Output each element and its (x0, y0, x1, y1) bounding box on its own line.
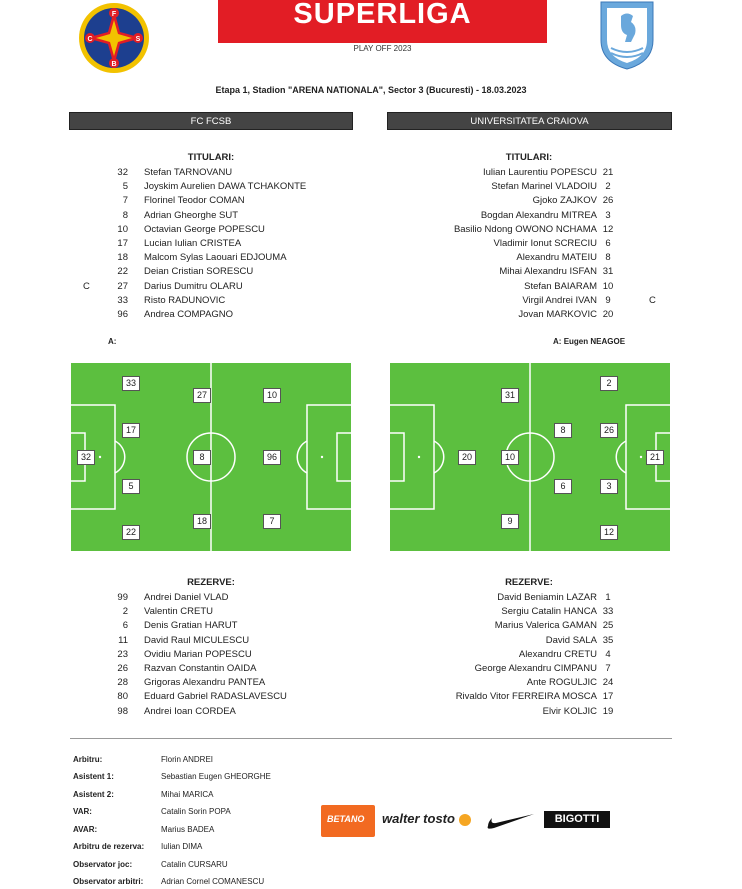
list-item (0, 591, 680, 605)
player-number: 9 (605, 294, 611, 306)
official-name: Mihai MARICA (161, 790, 214, 799)
away-team-bar: UNIVERSITATEA CRAIOVA (387, 112, 672, 130)
player-name: Stefan BAIARAM (524, 280, 597, 292)
player-name: David Raul MICULESCU (144, 634, 250, 646)
formation-player: 32 (77, 450, 95, 465)
player-number: 8 (605, 252, 611, 264)
walter-tosto-logo (382, 811, 471, 826)
player-number: 98 (117, 705, 128, 717)
player-name: Valentin CRETU (144, 606, 213, 618)
official-label: Observator joc: (73, 860, 133, 869)
player-number: 28 (117, 677, 128, 689)
player-name: Ovidiu Marian POPESCU (144, 648, 252, 660)
player-number: 3 (605, 209, 611, 221)
formation-player: 10 (501, 450, 519, 465)
list-item (0, 308, 680, 322)
player-number: 25 (602, 620, 614, 632)
logo-letter-s: S (135, 36, 141, 43)
formation-player: 26 (600, 423, 618, 438)
player-number: 80 (117, 691, 128, 703)
home-coach (108, 337, 116, 346)
coach-label: A: (553, 337, 562, 346)
logo-letter-b: B (111, 61, 117, 68)
list-item (0, 634, 680, 648)
player-name: Grigoras Alexandru PANTEA (144, 677, 266, 689)
captain-marker: C (649, 294, 656, 306)
player-number: 23 (117, 648, 128, 660)
craiova-logo (597, 0, 657, 70)
player-name: Razvan Constantin OAIDA (144, 662, 257, 674)
away-formation-pitch (388, 361, 672, 553)
player-name: Adrian Gheorghe SUT (144, 209, 238, 221)
player-name: Lucian Iulian CRISTEA (144, 237, 242, 249)
player-number: 26 (602, 195, 614, 207)
formation-player: 18 (193, 514, 211, 529)
player-name: George Alexandru CIMPANU (474, 662, 597, 674)
official-label: VAR: (73, 807, 92, 816)
formation-player: 2 (600, 376, 618, 391)
match-info: Etapa 1, Stadion "ARENA NATIONALA", Sector 3 (Bucuresti) - 18.03.2023 (215, 85, 527, 95)
divider (70, 738, 672, 739)
official-label: Arbitru: (73, 755, 103, 764)
formation-player: 6 (554, 479, 572, 494)
official-label: Arbitru de rezerva: (73, 842, 145, 851)
player-name: Andrea COMPAGNO (144, 308, 234, 320)
player-name: Bogdan Alexandru MITREA (480, 209, 597, 221)
player-name: Andrei Daniel VLAD (144, 592, 229, 603)
player-name: Iulian Laurentiu POPESCU (482, 167, 597, 178)
player-name: Alexandru CRETU (518, 648, 597, 660)
player-number: 17 (117, 237, 128, 249)
player-number: 12 (602, 223, 614, 235)
formation-player: 33 (122, 376, 140, 391)
player-number: 35 (602, 634, 614, 646)
player-number: 17 (602, 691, 614, 703)
orange-dot-icon (459, 814, 471, 826)
home-team-bar: FC FCSB (69, 112, 353, 130)
player-number: 10 (602, 280, 614, 292)
formation-player: 5 (122, 479, 140, 494)
player-name: Basilio Ndong OWONO NCHAMA (453, 223, 597, 235)
player-name: Alexandru MATEIU (516, 252, 597, 264)
player-number: 27 (117, 280, 128, 292)
player-name: Rivaldo Vitor FERREIRA MOSCA (455, 691, 597, 703)
player-number: 21 (602, 167, 614, 178)
captain-marker: C (83, 280, 90, 292)
player-number: 1 (605, 592, 611, 603)
official-name: Catalin Sorin POPA (161, 807, 231, 816)
formation-player: 8 (193, 450, 211, 465)
player-name: Joyskim Aurelien DAWA TCHAKONTE (144, 181, 307, 193)
player-name: Vladimir Ionut SCRECIU (493, 237, 597, 249)
list-item (0, 705, 680, 719)
formation-player: 10 (263, 388, 281, 403)
player-name: Elvir KOLJIC (542, 705, 597, 717)
away-starters-list (0, 166, 680, 322)
betano-text: BETANO (327, 814, 365, 824)
list-item (0, 194, 680, 208)
player-name: David Beniamin LAZAR (497, 592, 597, 603)
player-name: Virgil Andrei IVAN (522, 294, 597, 306)
player-name: Deian Cristian SORESCU (144, 266, 254, 278)
player-number: 5 (122, 181, 128, 193)
bigotti-logo (544, 811, 610, 828)
player-number: 18 (117, 252, 128, 264)
player-number: 33 (117, 294, 128, 306)
player-name: Stefan TARNOVANU (144, 167, 233, 178)
logo-letter-c: C (87, 36, 93, 43)
player-number: 2 (122, 606, 128, 618)
formation-player: 9 (501, 514, 519, 529)
official-name: Marius BADEA (161, 825, 215, 834)
logo-letter-f: F (111, 11, 117, 18)
list-item (0, 180, 680, 194)
player-number: 7 (605, 662, 611, 674)
official-name: Adrian Cornel COMANESCU (161, 877, 265, 886)
player-name: Marius Valerica GAMAN (494, 620, 597, 632)
player-name: Florinel Teodor COMAN (144, 195, 245, 207)
formation-player: 22 (122, 525, 140, 540)
player-name: Ante ROGULJIC (526, 677, 597, 689)
away-starters-title: TITULARI: (505, 152, 553, 163)
official-label: AVAR: (73, 825, 98, 834)
list-item (0, 690, 680, 704)
player-name: Risto RADUNOVIC (144, 294, 226, 306)
official-name: Catalin CURSARU (161, 860, 228, 869)
formation-player: 3 (600, 479, 618, 494)
official-label: Asistent 1: (73, 772, 114, 781)
player-name: Sergiu Catalin HANCA (501, 606, 597, 618)
player-name: David SALA (545, 634, 597, 646)
player-number: 6 (122, 620, 128, 632)
list-item (0, 280, 680, 294)
list-item (0, 619, 680, 633)
official-name: Florin ANDREI (161, 755, 214, 764)
competition-subtitle: PLAY OFF 2023 (353, 44, 412, 53)
list-item (0, 237, 680, 251)
official-label: Observator arbitri: (73, 877, 144, 886)
formation-player: 12 (600, 525, 618, 540)
list-item (0, 251, 680, 265)
away-subs-list (0, 591, 680, 719)
formation-player: 27 (193, 388, 211, 403)
formation-player: 31 (501, 388, 519, 403)
fcsb-logo (78, 2, 150, 74)
superliga-banner: SUPERLIGA (218, 0, 547, 43)
formation-player: 20 (458, 450, 476, 465)
nike-swoosh-icon (486, 808, 536, 833)
away-coach (553, 337, 625, 346)
formation-player: 96 (263, 450, 281, 465)
player-name: Malcom Sylas Laouari EDJOUMA (144, 252, 287, 264)
player-number: 26 (117, 662, 128, 674)
official-label: Asistent 2: (73, 790, 114, 799)
coach-label: A: (108, 337, 117, 346)
player-number: 10 (117, 223, 128, 235)
betano-logo (321, 805, 375, 837)
player-number: 31 (602, 266, 614, 278)
player-number: 19 (602, 705, 614, 717)
player-number: 22 (117, 266, 128, 278)
player-number: 20 (602, 308, 614, 320)
bigotti-text: BIGOTTI (554, 813, 600, 825)
player-number: 2 (605, 181, 611, 193)
player-number: 8 (122, 209, 128, 221)
player-number: 99 (117, 592, 128, 603)
player-number: 96 (117, 308, 128, 320)
list-item (0, 605, 680, 619)
home-starters-title: TITULARI: (187, 152, 235, 163)
player-name: Andrei Ioan CORDEA (144, 705, 236, 717)
home-formation-pitch (69, 361, 353, 553)
coach-name: Eugen NEAGOE (563, 337, 626, 346)
formation-player: 17 (122, 423, 140, 438)
list-item (0, 662, 680, 676)
player-number: 24 (602, 677, 614, 689)
formation-player: 8 (554, 423, 572, 438)
list-item (0, 676, 680, 690)
list-item (0, 166, 680, 180)
player-number: 6 (605, 237, 611, 249)
list-item (0, 265, 680, 279)
player-number: 7 (122, 195, 128, 207)
player-number: 33 (602, 606, 614, 618)
player-name: Darius Dumitru OLARU (144, 280, 243, 292)
player-name: Gjoko ZAJKOV (532, 195, 597, 207)
player-name: Eduard Gabriel RADASLAVESCU (144, 691, 287, 703)
player-name: Stefan Marinel VLADOIU (491, 181, 597, 193)
player-number: 4 (605, 648, 611, 660)
player-name: Denis Gratian HARUT (144, 620, 238, 632)
player-name: Jovan MARKOVIC (518, 308, 597, 320)
walter-tosto-text: walter tosto (382, 811, 455, 826)
official-name: Sebastian Eugen GHEORGHE (161, 772, 271, 781)
player-number: 11 (118, 634, 128, 646)
home-subs-title: REZERVE: (187, 577, 235, 588)
list-item (0, 294, 680, 308)
list-item (0, 223, 680, 237)
list-item (0, 209, 680, 223)
official-name: Iulian DIMA (161, 842, 203, 851)
list-item (0, 648, 680, 662)
formation-player: 21 (646, 450, 664, 465)
player-number: 32 (117, 167, 128, 178)
away-subs-title: REZERVE: (505, 577, 553, 588)
player-name: Octavian George POPESCU (144, 223, 265, 235)
formation-player: 7 (263, 514, 281, 529)
player-name: Mihai Alexandru ISFAN (499, 266, 597, 278)
